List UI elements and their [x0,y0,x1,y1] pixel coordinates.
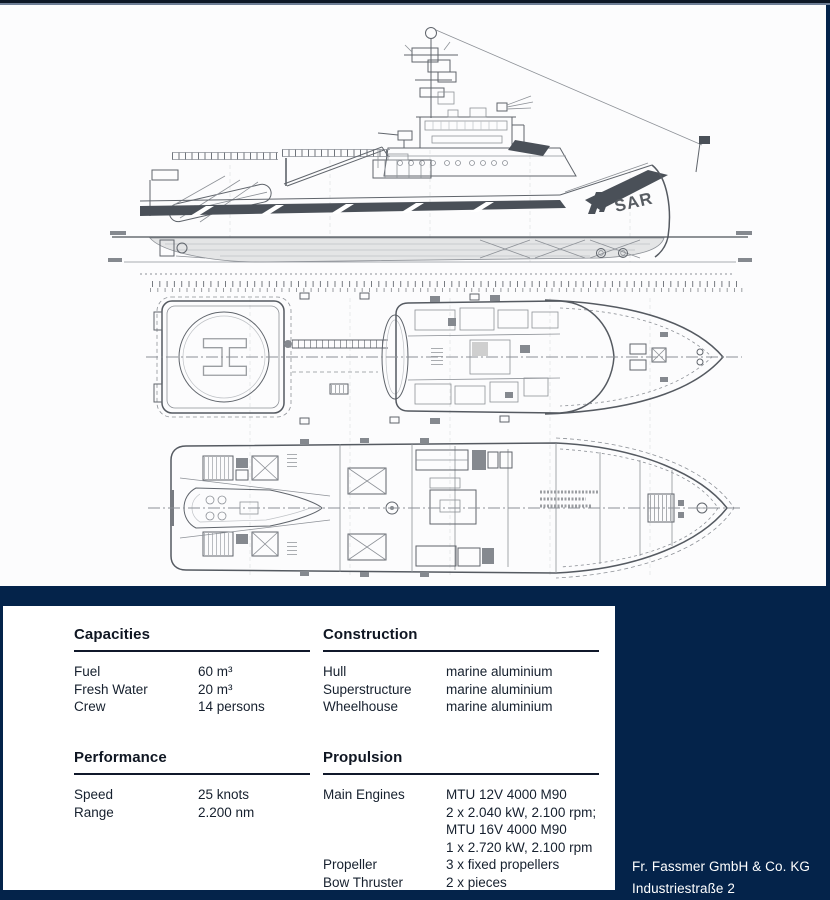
specs-panel [3,606,615,890]
spec-row [323,804,599,822]
spec-label: Main Engines [323,787,405,802]
wheelhouse [416,108,524,148]
spec-label: Fuel [74,664,101,679]
capacities-section [74,626,310,716]
side-profile-view [108,28,752,285]
spec-label: Fresh Water [74,681,148,697]
spec-label: Range [74,804,114,820]
spec-label: Propeller [323,857,378,872]
lower-deck-plan [148,438,742,578]
sar-marking: SAR [612,188,655,216]
spec-row [323,874,599,892]
spec-label: Wheelhouse [323,699,399,714]
section-title-construction: Construction [323,626,599,652]
deck-gun [378,131,412,148]
company-address: Industriestraße 2 [632,881,735,896]
spec-value: 2 x pieces [446,874,507,890]
ship-drawing-svg [0,5,826,586]
spec-row [74,804,310,822]
spec-row [74,663,310,681]
spec-row [74,698,310,716]
spec-label: Crew [74,699,106,714]
top-deck-plan [146,290,745,424]
section-title-performance: Performance [74,749,310,775]
spec-value: marine aluminium [446,664,553,679]
spec-value: 20 m³ [198,681,233,697]
spec-row [323,856,599,874]
spec-label: Speed [74,787,114,802]
spec-label [323,839,446,857]
spec-value: 1 x 2.720 kW, 2.100 rpm [446,839,593,855]
spec-label: Bow Thruster [323,874,404,890]
spec-row [323,698,599,716]
construction-section [323,626,599,716]
spec-row [323,663,599,681]
spec-row [323,786,599,804]
spec-row [74,786,310,804]
spec-value: marine aluminium [446,681,553,697]
crane [284,147,388,186]
spec-value: 2 x 2.040 kW, 2.100 rpm; [446,804,597,820]
spec-value: MTU 16V 4000 M90 [446,822,567,837]
spec-label [323,804,446,822]
drawing-panel [0,5,826,586]
spec-label: Superstructure [323,681,412,697]
footer-company-info [632,856,810,900]
spec-value: 3 x fixed propellers [446,857,560,872]
underwater-hull [150,238,664,262]
boat-deck [384,140,576,176]
spec-value: MTU 12V 4000 M90 [446,787,567,802]
spec-label: Hull [323,664,347,679]
spec-row [74,681,310,699]
spec-label [323,821,446,839]
spec-value: 25 knots [198,787,250,802]
exhaust-casing [373,154,431,178]
searchlight [497,96,533,111]
spec-row [323,839,599,857]
spec-value: 2.200 nm [198,804,255,820]
spec-row [323,681,599,699]
spec-value: 14 persons [198,699,265,714]
spec-value: marine aluminium [446,699,553,714]
section-title-propulsion: Propulsion [323,749,599,775]
company-name: Fr. Fassmer GmbH & Co. KG [632,859,811,874]
spec-value: 60 m³ [198,664,233,679]
section-title-capacities: Capacities [74,626,310,652]
helipad-h-marking: H [189,334,259,380]
performance-section [74,749,310,821]
propulsion-section [323,749,599,891]
walkway-boom [284,340,388,394]
hull-sheer-band [140,165,668,216]
spec-row [323,821,599,839]
engine-compartments [203,454,292,558]
